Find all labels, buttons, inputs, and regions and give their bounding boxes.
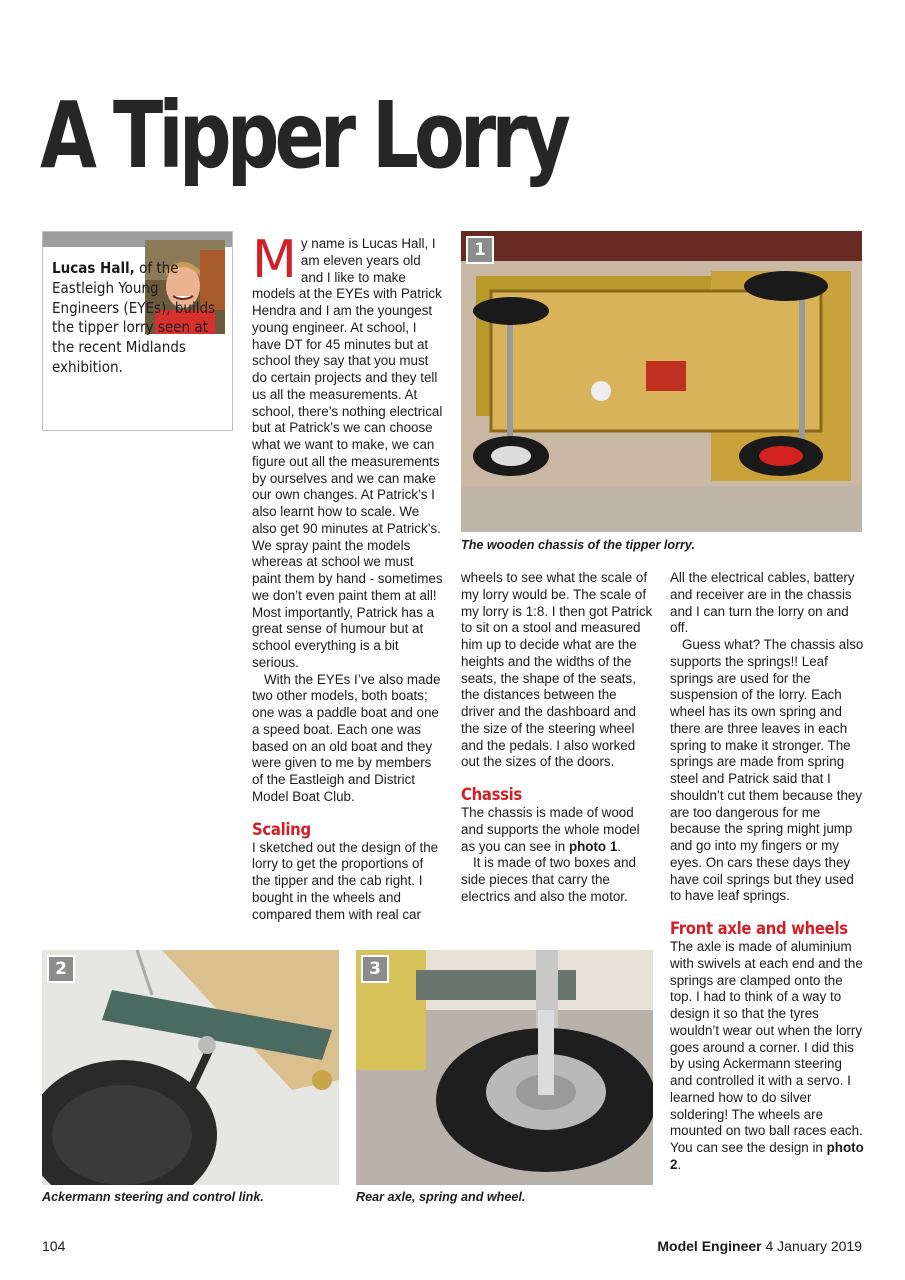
photo-2-number: 2 <box>47 955 75 983</box>
intro-description: of the Eastleigh Young Engineers (EYEs), builds the tipper lorry seen at the recent Midlands exhibition. <box>52 259 216 376</box>
text-column-1 <box>252 230 444 923</box>
paragraph: It is made of two boxes and side pieces that carry the electrics and also the motor. <box>461 855 637 904</box>
author-name: Lucas Hall, <box>52 259 135 277</box>
heading-chassis: Chassis <box>461 785 522 804</box>
paragraph: wheels to see what the scale of my lorry would be. The scale of my lorry is 1:8. I then got Patrick to sit on a stool and measured him up to decide what are the heights and the widths of the seats, the shape of the seats, the distances between the driver and the dashboard and the size of the steering wheel and the pedals. I also worked out the sizes of the doors. <box>461 570 653 770</box>
paragraph: The chassis is made of wood and supports the whole model as you can see in photo 1. <box>461 805 640 854</box>
photo-3-rear-axle <box>356 950 653 1185</box>
article-title: A Tipper Lorry <box>40 82 567 189</box>
paragraph: Guess what? The chassis also supports the springs!! Leaf springs are used for the suspension of the lorry. Each wheel has its own spring and there are three leaves in each spring to make it stronger. The springs are made from spring steel and Patrick said that I shouldn’t cut them because they are too dangerous for me because the spring might jump and go into my fingers or my eyes. On cars these days they have coil springs but they used to have leaf springs. <box>670 637 864 904</box>
heading-scaling: Scaling <box>252 819 311 839</box>
photo-2-steering <box>42 950 339 1185</box>
photo-3-number: 3 <box>361 955 389 983</box>
text-column-3 <box>670 570 864 1174</box>
paragraph: The axle is made of aluminium with swivels at each end and the springs are clamped onto the top. I had to think of a way to design it so that the tyres wouldn’t wear out when the lorry goes around a corner. I did this by using Ackermann steering and controlled it with a servo. I learned how to do silver soldering! The wheels are mounted on two ball races each. You can see the design in photo 2. <box>670 939 864 1172</box>
photo-2-caption: Ackermann steering and control link. <box>42 1190 264 1204</box>
paragraph: My name is Lucas Hall, I am eleven years old and I like to make models at the EYEs with Patrick Hendra and I am the youngest young engineer. At school, I have DT for 45 minutes but at school they say that you must do certain projects and they tell us all the measurements. At school, there’s nothing electrical but at Patrick’s we can choose what we want to make, we can figure out all the measurements by ourselves and we can make our own changes. At Patrick’s I also learnt how to scale. We also get 90 minutes at Patrick’s. We spray paint the models whereas at school we must paint them by hand - sometimes we don’t even paint them at all! Most importantly, Patrick has a great sense of humour but at school everything is a bit serious. <box>252 230 443 670</box>
intro-text <box>52 259 227 378</box>
photo-1-number: 1 <box>466 236 494 264</box>
drop-cap: M <box>252 230 297 290</box>
author-intro-box <box>42 231 233 431</box>
photo-3-caption: Rear axle, spring and wheel. <box>356 1190 526 1204</box>
magazine-name: Model Engineer <box>657 1238 762 1254</box>
issue-date: 4 January 2019 <box>761 1238 862 1254</box>
heading-front-axle: Front axle and wheels <box>670 919 848 938</box>
paragraph: All the electrical cables, battery and receiver are in the chassis and I can turn the lorry on and off. <box>670 570 855 636</box>
text-column-2 <box>461 570 653 906</box>
paragraph: I sketched out the design of the lorry to get the proportions of the tipper and the cab right. I bought in the wheels and compared them with real car <box>252 839 439 922</box>
photo-1-chassis <box>461 231 862 532</box>
photo-1-caption: The wooden chassis of the tipper lorry. <box>461 538 695 552</box>
footer-magazine <box>657 1238 862 1254</box>
page-number: 104 <box>42 1238 66 1254</box>
paragraph: With the EYEs I’ve also made two other models, both boats; one was a paddle boat and one a speed boat. Each one was based on an old boat and they were given to me by members of the Eastleigh and District Model Boat Club. <box>252 671 441 804</box>
